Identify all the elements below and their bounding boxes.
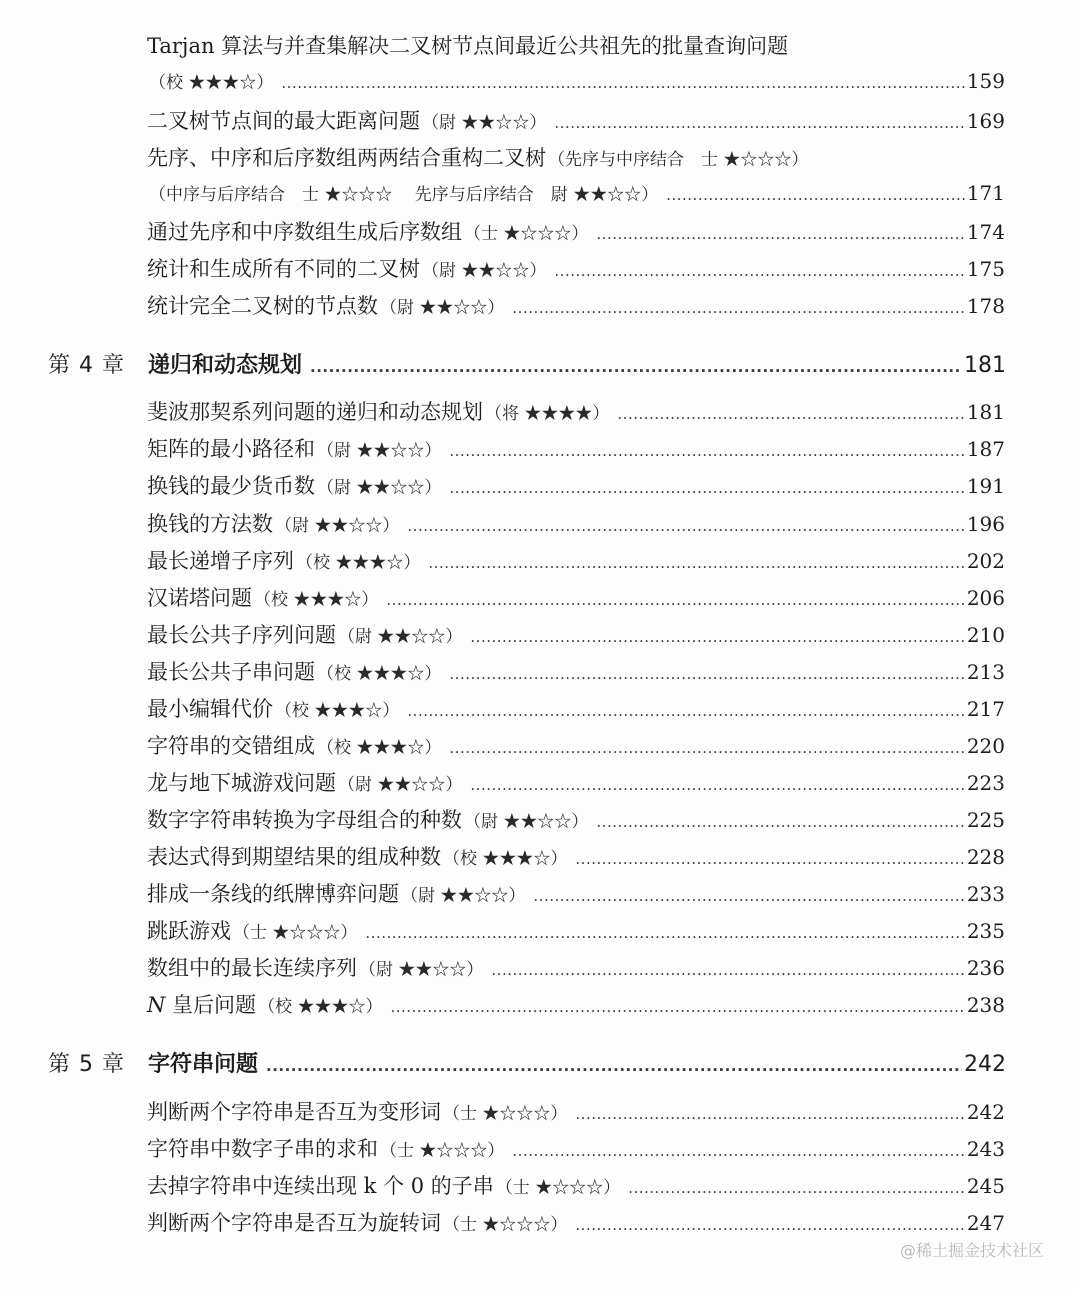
entry-title: 斐波那契系列问题的递归和动态规划: [147, 400, 483, 424]
entry-title: 最长递增子序列: [147, 549, 294, 573]
entry-difficulty: （校 ★★★☆）: [443, 849, 568, 869]
entry-title: 判断两个字符串是否互为变形词: [147, 1100, 441, 1124]
entry-title: 换钱的方法数: [147, 512, 273, 536]
entry-page-number: 178: [966, 294, 1005, 318]
entry-page-number: 196: [966, 512, 1005, 536]
toc-entry: [147, 1207, 1005, 1237]
leader-dots: [628, 1179, 965, 1197]
entry-title: 换钱的最少货币数: [147, 474, 315, 498]
watermark-text: @稀土掘金技术社区: [899, 1241, 1044, 1260]
entry-title: 表达式得到期望结果的组成种数: [147, 845, 441, 869]
entry-title: 统计完全二叉树的节点数: [147, 294, 378, 318]
toc-entry: [147, 767, 1005, 797]
entry-difficulty: （尉 ★★☆☆）: [338, 627, 463, 647]
toc-entry: [147, 693, 1005, 723]
entry-page-number: 228: [966, 845, 1005, 869]
toc-entry: [147, 582, 1005, 612]
entry-page-number: 238: [966, 993, 1005, 1017]
leader-dots: [470, 628, 964, 646]
leader-dots: [617, 405, 964, 423]
toc-entry: [147, 216, 1005, 246]
leader-dots: [365, 924, 964, 942]
leader-dots: [512, 299, 964, 317]
toc-entry: [147, 105, 1005, 135]
entry-difficulty: （尉 ★★☆☆）: [422, 113, 547, 133]
entry-difficulty: （尉 ★★☆☆）: [338, 775, 463, 795]
leader-dots: [407, 702, 964, 720]
toc-entry: [147, 619, 1005, 649]
toc-entry: [147, 545, 1005, 575]
leader-dots: [386, 591, 964, 609]
entry-difficulty: （士 ★☆☆☆）: [443, 1215, 568, 1235]
entry-title: 二叉树节点间的最大距离问题: [147, 109, 420, 133]
entry-difficulty: （将 ★★★★）: [485, 404, 610, 424]
toc-entry: [147, 878, 1005, 908]
entry-difficulty: （校 ★★★☆）: [275, 701, 400, 721]
entry-title: 龙与地下城游戏问题: [147, 771, 336, 795]
entry-title: 排成一条线的纸牌博弈问题: [147, 882, 399, 906]
entry-difficulty: （尉 ★★☆☆）: [317, 478, 442, 498]
entry-difficulty: （士 ★☆☆☆）: [233, 923, 358, 943]
leader-dots: [554, 114, 964, 132]
entry-page-number: 210: [966, 623, 1005, 647]
toc-entry: [147, 952, 1005, 982]
toc-entry: [147, 804, 1005, 834]
entry-difficulty: （先序与中序结合 士 ★☆☆☆）: [548, 150, 809, 170]
entry-difficulty: （尉 ★★☆☆）: [380, 298, 505, 318]
entry-difficulty: （校 ★★★☆）: [254, 590, 379, 610]
leader-dots: [533, 887, 964, 905]
leader-dots: [666, 186, 965, 204]
entry-difficulty: （士 ★☆☆☆）: [443, 1104, 568, 1124]
entry-page-number: 220: [966, 734, 1005, 758]
entry-difficulty: （士 ★☆☆☆）: [495, 1178, 621, 1198]
entry-difficulty: （尉 ★★☆☆）: [422, 261, 547, 281]
entry-title: 先序、中序和后序数组两两结合重构二叉树: [147, 146, 546, 170]
leader-dots: [310, 358, 962, 376]
entry-difficulty: （尉 ★★☆☆）: [401, 886, 526, 906]
toc-entry: [147, 915, 1005, 945]
leader-dots: [407, 517, 964, 535]
entry-title: 通过先序和中序数组生成后序数组: [147, 220, 462, 244]
entry-page-number: 213: [966, 660, 1005, 684]
leader-dots: [512, 1142, 964, 1160]
entry-title: 统计和生成所有不同的二叉树: [147, 257, 420, 281]
chapter-title: 递归和动态规划: [148, 353, 303, 378]
leader-dots: [575, 850, 964, 868]
toc-entry: [147, 396, 1005, 426]
entry-title: 字符串中数字子串的求和: [147, 1137, 378, 1161]
leader-dots: [449, 479, 964, 497]
entry-page-number: 175: [966, 257, 1005, 281]
toc-entry: [147, 730, 1005, 760]
entry-page-number: 225: [966, 808, 1005, 832]
leader-dots: [596, 225, 964, 243]
toc-entry: [147, 253, 1005, 283]
toc-entry: [147, 508, 1005, 538]
toc-entry-tarjan: [147, 68, 1005, 93]
entry-page-number: 243: [966, 1137, 1005, 1161]
toc-entry-tarjan-title: [147, 30, 1005, 60]
entry-title: 矩阵的最小路径和: [147, 437, 315, 461]
leader-dots: [428, 554, 964, 572]
entry-title: 汉诺塔问题: [147, 586, 252, 610]
chapter-number: 第 5 章: [48, 1052, 125, 1077]
leader-dots: [390, 998, 964, 1016]
entry-title: 去掉字符串中连续出现 k 个 0 的子串: [147, 1174, 494, 1198]
entry-page-number: 171: [966, 181, 1005, 205]
entry-difficulty: （士 ★☆☆☆）: [464, 224, 589, 244]
entry-difficulty: （校 ★★★☆）: [258, 997, 383, 1017]
leader-dots: [491, 961, 964, 979]
entry-page-number: 206: [966, 586, 1005, 610]
toc-entry-rebuild: [147, 180, 1005, 205]
leader-dots: [266, 1057, 962, 1075]
entry-difficulty: （校 ★★★☆）: [296, 553, 421, 573]
entry-page-number: 245: [966, 1174, 1005, 1198]
leader-dots: [281, 74, 964, 92]
entry-page-number: 235: [966, 919, 1005, 943]
leader-dots: [449, 739, 964, 757]
entry-difficulty: （校 ★★★☆）: [317, 664, 442, 684]
entry-title: Tarjan 算法与并查集解决二叉树节点间最近公共祖先的批量查询问题: [147, 34, 789, 58]
toc-entry: [147, 1133, 1005, 1163]
entry-title: 最长公共子序列问题: [147, 623, 336, 647]
leader-dots: [575, 1105, 964, 1123]
entry-title: 数组中的最长连续序列: [147, 956, 357, 980]
entry-title: 字符串的交错组成: [147, 734, 315, 758]
chapter-page-number: 181: [964, 353, 1006, 378]
entry-page-number: 202: [966, 549, 1005, 573]
entry-title: 最长公共子串问题: [147, 660, 315, 684]
chapter-heading-5: [48, 1047, 1006, 1078]
entry-page-number: 187: [966, 437, 1005, 461]
entry-page-number: 236: [966, 956, 1005, 980]
leader-dots: [470, 776, 964, 794]
entry-title: 皇后问题: [165, 993, 257, 1017]
entry-page-number: 217: [966, 697, 1005, 721]
entry-difficulty: （士 ★☆☆☆）: [380, 1141, 505, 1161]
entry-title: 数字字符串转换为字母组合的种数: [147, 808, 462, 832]
toc-entry-n-queens: [147, 989, 1005, 1019]
toc-entry: [147, 841, 1005, 871]
chapter-title: 字符串问题: [148, 1052, 259, 1077]
leader-dots: [554, 262, 964, 280]
entry-difficulty: （尉 ★★☆☆）: [359, 960, 484, 980]
entry-title-variable: N: [147, 993, 166, 1017]
toc-entry: [147, 290, 1005, 320]
entry-page-number: 174: [966, 220, 1005, 244]
toc-entry: [147, 470, 1005, 500]
entry-difficulty: （尉 ★★☆☆）: [275, 516, 400, 536]
chapter-page-number: 242: [964, 1052, 1006, 1077]
toc-entry: [147, 433, 1005, 463]
entry-title: 最小编辑代价: [147, 697, 273, 721]
entry-page-number: 247: [966, 1211, 1005, 1235]
leader-dots: [449, 442, 964, 460]
leader-dots: [449, 665, 964, 683]
leader-dots: [596, 813, 964, 831]
toc-entry: [147, 1170, 1005, 1200]
chapter-number: 第 4 章: [48, 353, 125, 378]
entry-difficulty: （尉 ★★☆☆）: [464, 812, 589, 832]
chapter-heading-4: [48, 348, 1006, 379]
entry-difficulty: （尉 ★★☆☆）: [317, 441, 442, 461]
entry-page-number: 191: [966, 474, 1005, 498]
leader-dots: [575, 1216, 964, 1234]
entry-page-number: 233: [966, 882, 1005, 906]
entry-page-number: 223: [966, 771, 1005, 795]
toc-entry-rebuild-title: [147, 142, 1005, 172]
entry-difficulty: （中序与后序结合 士 ★☆☆☆ 先序与后序结合 尉 ★★☆☆）: [149, 185, 659, 205]
entry-title: 跳跃游戏: [147, 919, 231, 943]
entry-title: 判断两个字符串是否互为旋转词: [147, 1211, 441, 1235]
entry-difficulty: （校 ★★★☆）: [149, 73, 274, 93]
entry-page-number: 169: [966, 109, 1005, 133]
entry-page-number: 159: [966, 69, 1005, 93]
toc-entry: [147, 656, 1005, 686]
entry-difficulty: （校 ★★★☆）: [317, 738, 442, 758]
entry-page-number: 181: [966, 400, 1005, 424]
toc-entry: [147, 1096, 1005, 1126]
entry-page-number: 242: [966, 1100, 1005, 1124]
